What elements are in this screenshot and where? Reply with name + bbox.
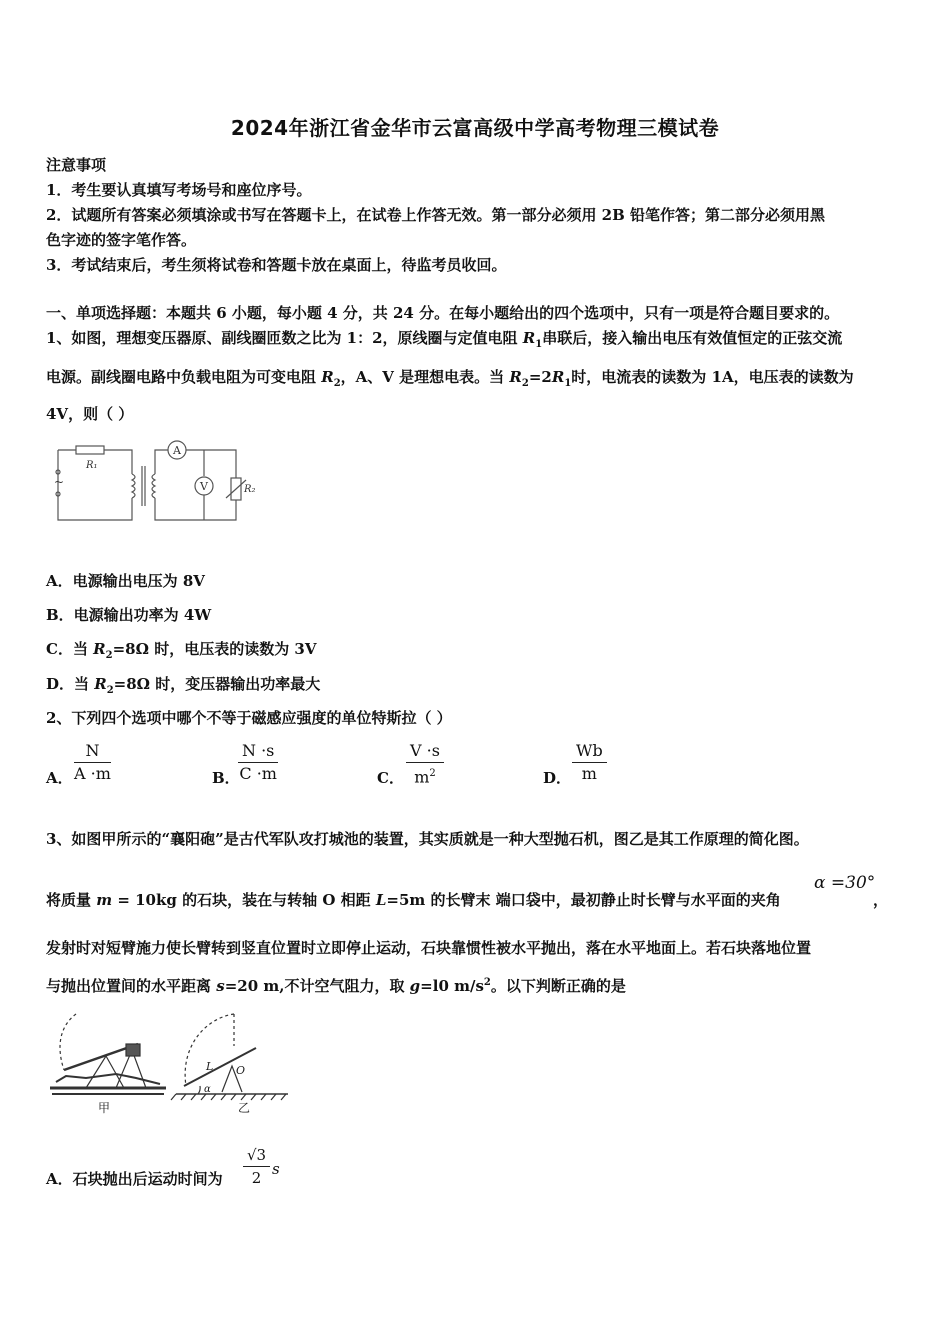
q3-a-denominator: 2 <box>251 1169 262 1187</box>
q2-option-a-label: A． <box>46 769 73 787</box>
q2-d-denominator: m <box>581 764 597 783</box>
q3-stem-line2: 将质量 m = 10kg 的石块，装在与转轴 O 相距 L=5m 的长臂末 端口袋中，最初静止时长臂与水平面的夹角 <box>46 891 781 909</box>
q3-stem-line3: 发射时对短臂施力使长臂转到竖直位置时立即停止运动，石块靠惯性被水平抛出，落在水平地面上。若石块落地位置 <box>46 939 812 957</box>
q2-option-a-fraction <box>74 740 111 785</box>
q2-stem: 2、下列四个选项中哪个不等于磁感应强度的单位特斯拉（ ） <box>46 709 452 727</box>
q3-option-a-unit: s <box>272 1160 280 1178</box>
q3-comma: ， <box>873 891 889 909</box>
q1-stem-line1: 1、如图，理想变压器原、副线圈匝数之比为 1：2，原线圈与定值电阻 $R_1$串联后，接入输出电压有效值恒定的正弦交流 <box>46 329 843 350</box>
fig-l-label: L <box>206 1060 214 1073</box>
q2-b-numerator: N ·s <box>238 740 278 763</box>
ac-source-label: ~ <box>54 475 65 489</box>
ammeter-label: A <box>173 444 181 457</box>
notes-item-2b: 色字迹的签字笔作答。 <box>46 231 197 249</box>
q2-option-c-label: C． <box>377 769 404 787</box>
q1-option-a: A．电源输出电压为 8V <box>46 572 205 590</box>
q3-a-numerator: √3 <box>243 1144 270 1167</box>
q1-stem-line2: 电源。副线圈电路中负载电阻为可变电阻 $R_2$，A、V 是理想电表。当 $R_2=2R_1$时，电流表的读数为 1A，电压表的读数为 <box>46 368 854 389</box>
q2-c-denominator: $m^2$ <box>414 767 436 787</box>
q1-option-b: B．电源输出功率为 4W <box>46 606 212 624</box>
notes-item-1: 1．考生要认真填写考场号和座位序号。 <box>46 181 312 199</box>
q2-option-c-fraction <box>406 740 444 788</box>
notes-item-3: 3．考试结束后，考生须将试卷和答题卡放在桌面上，待监考员收回。 <box>46 256 507 274</box>
q2-option-d-fraction <box>572 740 607 785</box>
q1-circuit-diagram <box>46 438 266 526</box>
fig-yi-label: 乙 <box>238 1101 251 1115</box>
q3-stem-line4: 与抛出位置间的水平距离 s=20 m,不计空气阻力，取 g=l0 $m/s^2$。以下判断正确的是 <box>46 977 626 995</box>
fig-jia-label: 甲 <box>98 1101 111 1115</box>
q3-option-a-fraction <box>243 1144 270 1189</box>
notes-heading: 注意事项 <box>46 156 107 174</box>
page-title: 2024年浙江省金华市云富高级中学高考物理三模试卷 <box>230 116 720 140</box>
section-heading: 一、单项选择题：本题共 6 小题，每小题 4 分，共 24 分。在每小题给出的四个选项中，只有一项是符合题目要求的。 <box>46 304 840 322</box>
q2-d-numerator: Wb <box>572 740 607 763</box>
q1-stem-line3: 4V，则（ ） <box>46 405 134 423</box>
q1-option-d: D．当 $R_2=8\Omega$ 时，变压器输出功率最大 <box>46 675 321 696</box>
q2-a-numerator: N <box>74 740 111 763</box>
r2-label: R₂ <box>244 484 256 495</box>
q2-a-denominator: A ·m <box>74 764 111 783</box>
q3-stem-line1: 3、如图甲所示的“襄阳砲”是古代军队攻打城池的装置，其实质就是一种大型抛石机，图乙是其工作原理的简化图。 <box>46 830 809 848</box>
q2-option-b-fraction <box>238 740 278 785</box>
q3-option-a: A．石块抛出后运动时间为 <box>46 1170 223 1188</box>
q3-catapult-figure <box>46 1006 296 1116</box>
notes-item-2a: 2．试题所有答案必须填涂或书写在答题卡上，在试卷上作答无效。第一部分必须用 2B 铅笔作答；第二部分必须用黑 <box>46 206 826 224</box>
q1-option-c: C．当 $R_2=8\Omega$ 时，电压表的读数为 3V <box>46 640 317 661</box>
q2-b-denominator: C ·m <box>239 764 277 783</box>
r1-label: R₁ <box>86 460 98 471</box>
fig-alpha-label: α <box>204 1084 211 1095</box>
q3-alpha-value: α =30° <box>814 873 876 893</box>
q2-option-d-label: D． <box>543 769 572 787</box>
q2-option-b-label: B． <box>212 769 240 787</box>
q2-c-numerator: V ·s <box>406 740 444 763</box>
fig-o-label: O <box>236 1064 246 1077</box>
voltmeter-label: V <box>200 480 208 493</box>
